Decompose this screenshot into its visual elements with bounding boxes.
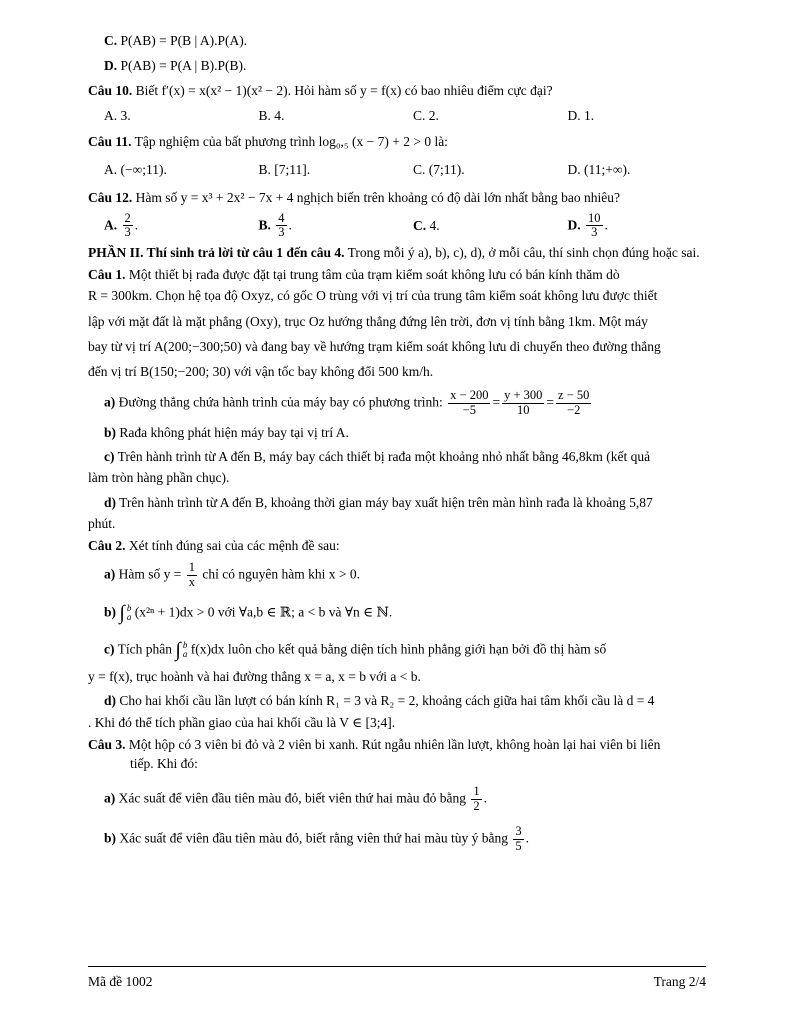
part2-q2-item-d: d) Cho hai khối cầu lần lượt có bán kính R₁ = 3 và R₂ = 2, khoảng cách giữa hai tâm khối cầu là d = 4 (104, 692, 655, 708)
part2-q1-item-b: b) Rađa không phát hiện máy bay tại vị trí A. (104, 424, 349, 440)
part2-q2-item-b: b) ∫ b a (x²ⁿ + 1)dx > 0 với ∀a,b ∈ ℝ; a < b và ∀n ∈ ℕ. (104, 601, 393, 624)
part2-q1-item-c-line: làm tròn hàng phần chục). (88, 470, 230, 486)
question-10-options (88, 107, 706, 125)
option-d: D. 1. (567, 107, 595, 123)
integral-limits: b a (126, 603, 132, 623)
part-2-heading: PHẦN II. Thí sinh trả lời từ câu 1 đến câu 4. Trong mỗi ý a), b), c), d), ở mỗi câu, thí sinh chọn đúng hoặc sai. (88, 245, 700, 261)
part2-question-1-line: lập với mặt đất là mặt phẳng (Oxy), trục Oz hướng thẳng đứng lên trời, đơn vị tính bằng 1km. Một máy (88, 313, 648, 329)
question-11-options (88, 161, 706, 179)
part2-q1-item-a: a) Đường thẳng chứa hành trình của máy bay có phương trình: $\frac{x - 200}{-5}$ = $\frac{y + 300}{10}$ = $\frac{z - 50}{-2}$ (104, 388, 590, 418)
part2-q2-item-a: a) Hàm số y = $\frac{1}{x}$ chỉ có nguyên hàm khi x > 0. (104, 560, 360, 589)
page-number: Trang 2/4 (653, 974, 706, 989)
part2-q3-item-a: a) Xác suất để viên đầu tiên màu đỏ, biết viên thứ hai màu đỏ bằng $\frac{1}{2}$ . (104, 783, 487, 813)
part2-question-3: Câu 3. Một hộp có 3 viên bi đỏ và 2 viên bi xanh. Rút ngẫu nhiên lần lượt, không hoàn lại hai viên bi liên (88, 737, 661, 753)
part2-question-1: Câu 1. Một thiết bị rađa được đặt tại trung tâm của trạm kiểm soát không lưu có bán kính thăm dò (88, 267, 620, 283)
page-footer (88, 966, 706, 991)
part2-question-1-line: bay từ vị trí A(200;−300;50) và đang bay về hướng trạm kiểm soát không lưu di chuyển theo đường thẳng (88, 338, 661, 354)
question-10: Câu 10. Biết f′(x) = x(x² − 1)(x² − 2). Hỏi hàm số y = f(x) có bao nhiêu điểm cực đại? (88, 83, 553, 99)
question-12: Câu 12. Hàm số y = x³ + 2x² − 7x + 4 nghịch biến trên khoảng có độ dài lớn nhất bằng bao nhiêu? (88, 190, 620, 206)
fraction: $\frac{1}{x}$ (188, 560, 195, 589)
part2-q1-item-c: c) Trên hành trình từ A đến B, máy bay cách thiết bị rađa một khoảng nhỏ nhất bằng 46,8km (kết quả (104, 449, 651, 465)
fraction: $\frac{3}{5}$ (515, 824, 522, 853)
option-a: A. $\frac{2}{3}$ . (104, 210, 139, 240)
integral-sign: ∫ (119, 601, 125, 624)
option-b: B. $\frac{4}{3}$ . (258, 210, 292, 240)
part2-q1-item-d-line: phút. (88, 515, 116, 531)
prev-option-d: D. P(AB) = P(A | B).P(B). (104, 58, 247, 74)
option-b: B. 4. (258, 107, 285, 123)
part2-q3-item-b: b) Xác suất để viên đầu tiên màu đỏ, biết rằng viên thứ hai màu tùy ý bằng $\frac{3}{5}$ . (104, 824, 529, 853)
part2-question-3-line: tiếp. Khi đó: (130, 755, 198, 771)
part2-q2-item-c: c) Tích phân ∫ b a f(x)dx luôn cho kết quả bằng diện tích hình phẳng giới hạn bởi đồ thị hàm số (104, 638, 607, 661)
part2-q1-item-d: d) Trên hành trình từ A đến B, khoảng thời gian máy bay xuất hiện trên màn hình rađa là khoảng 5,87 (104, 494, 653, 510)
fraction: $\frac{1}{2}$ (473, 783, 480, 813)
fraction: $\frac{2}{3}$ (124, 210, 131, 240)
option-d: D. $\frac{10}{3}$ . (567, 210, 608, 240)
option-a: A. (−∞;11). (104, 162, 167, 178)
question-11: Câu 11. Tập nghiệm của bất phương trình log₀,₅ (x − 7) + 2 > 0 là: (88, 133, 448, 149)
part2-q2-item-d-line: . Khi đó thể tích phần giao của hai khối cầu là V ∈ [3;4]. (88, 715, 396, 731)
part2-question-1-line: đến vị trí B(150;−200; 30) với vận tốc bay không đổi 500 km/h. (88, 364, 434, 380)
fraction: $\frac{x - 200}{-5}$ (450, 388, 489, 418)
option-c: C. (7;11). (413, 162, 465, 178)
fraction: $\frac{4}{3}$ (278, 210, 285, 240)
part2-question-1-line: R = 300km. Chọn hệ tọa độ Oxyz, có gốc O trùng với vị trí của trung tâm kiểm soát không lưu được thiết (88, 288, 658, 304)
fraction: $\frac{y + 300}{10}$ (504, 388, 543, 418)
exam-code: Mã đề 1002 (88, 974, 153, 989)
option-d: D. (11;+∞). (567, 162, 631, 178)
part2-q2-item-c-line: y = f(x), trục hoành và hai đường thẳng x = a, x = b với a < b. (88, 668, 421, 684)
question-12-options (88, 212, 706, 241)
exam-page (88, 30, 706, 854)
option-c: C. 2. (413, 107, 439, 123)
fraction: $\frac{10}{3}$ (588, 210, 601, 240)
integral-sign: ∫ (175, 638, 181, 661)
integral-limits: b a (182, 640, 188, 660)
option-c: C. 4. (413, 217, 440, 233)
option-b: B. [7;11]. (258, 162, 311, 178)
fraction: $\frac{z - 50}{-2}$ (558, 388, 590, 418)
prev-option-c: C. P(AB) = P(B | A).P(A). (104, 33, 248, 48)
option-a: A. 3. (104, 107, 131, 123)
part2-question-2: Câu 2. Xét tính đúng sai của các mệnh đề sau: (88, 537, 340, 553)
